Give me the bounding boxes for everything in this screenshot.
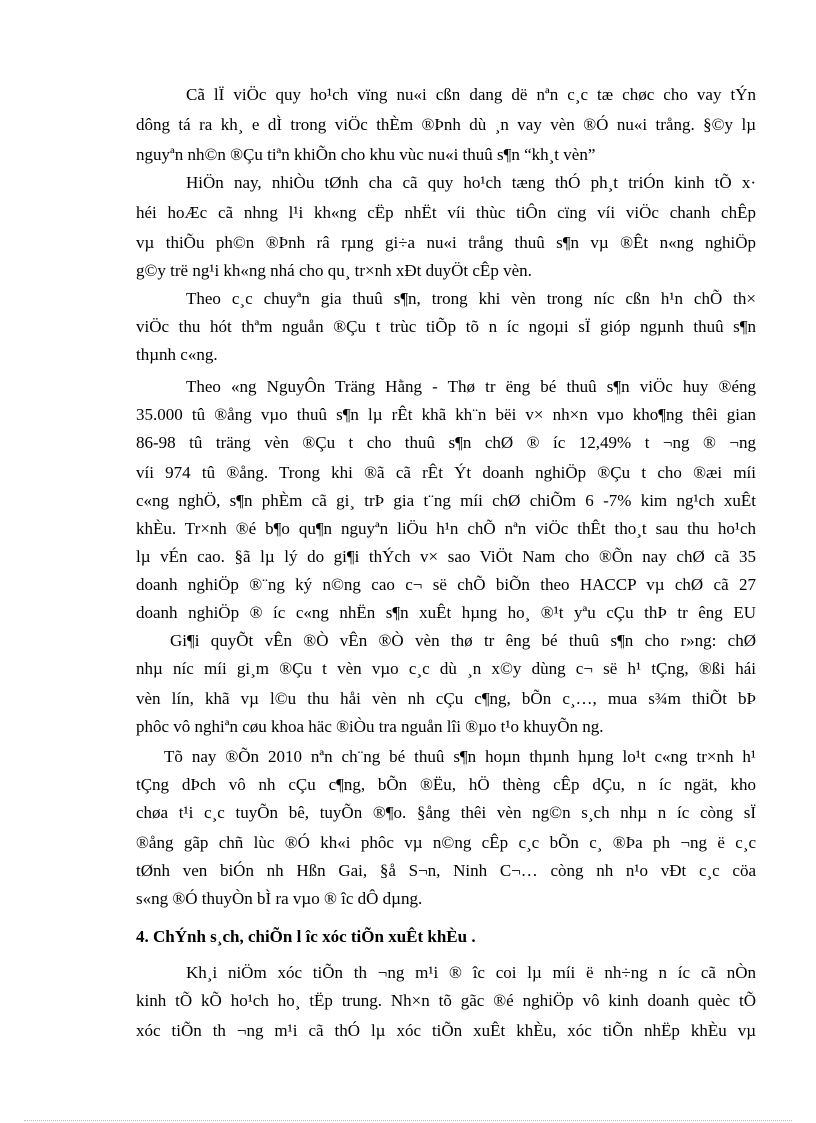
text-line: Tõ nay ®Õn 2010 nªn ch¨ng bé thuû s¶n hoµn thµnh hµng lo¹t c«ng tr×nh h¹	[164, 747, 756, 766]
text-line: tØnh ven biÓn nh Hßn Gai, §å S¬n, Ninh C¬… còng nh n¹o vÐt c¸c cöa	[136, 861, 756, 880]
text-line: doanh nghiÖp ® íc c«ng nhËn s¶n xuÊt hµng ho¸ ®¹t yªu cÇu thÞ tr êng EU	[136, 603, 756, 622]
text-line: 35.000 tû ®ång vµo thuû s¶n lµ rÊt khã kh¨n bëi v× nh×n vµo kho¶ng thêi gian	[136, 405, 756, 424]
text-line: nhµ níc míi gi¸m ®Çu t vèn vµo c¸c dù ¸n x©y dùng c¬ së h¹ tÇng, ®ßi hái	[136, 659, 756, 678]
text-line: viÖc thu hót thªm nguån ®Çu t trùc tiÕp tõ n íc ngoµi sÏ gióp ngµnh thuû s¶n	[136, 317, 756, 336]
text-line: kinh tÕ kÕ ho¹ch ho¸ tËp trung. Nh×n tõ gãc ®é nghiÖp vô kinh doanh quèc tÕ	[136, 991, 756, 1010]
text-line: héi hoÆc cã nhng l¹i kh«ng cËp nhËt víi thùc tiÔn cïng víi viÖc chanh chÊp	[136, 203, 756, 222]
text-line: dông tá ra kh¸ e dÌ trong viÖc thÈm ®Þnh dù ¸n vay vèn ®Ó nu«i trång. §©y lµ	[136, 115, 756, 134]
text-line: Theo «ng NguyÔn Träng Hằng - Thø tr ëng bé thuû s¶n viÖc huy ®éng	[186, 377, 756, 396]
text-line: lµ vÉn cao. §ã lµ lý do gi¶i thÝch v× sao ViÖt Nam cho ®Õn nay chØ cã 35	[136, 547, 756, 566]
text-line: Gi¶i quyÕt vÊn ®Ò vÊn ®Ò vèn thø tr êng bé thuû s¶n cho r»ng: chØ	[170, 631, 756, 650]
text-line: chøa t¹i c¸c tuyÕn bê, tuyÕn ®¶o. §ång thêi vèn ng©n s¸ch nhµ n íc còng sÏ	[136, 803, 756, 822]
text-line: Theo c¸c chuyªn gia thuû s¶n, trong khi vèn trong níc cßn h¹n chÕ th×	[186, 289, 756, 308]
text-line: tÇng dÞch vô nh cÇu c¶ng, bÕn ®Ëu, hÖ thèng cÊp dÇu, n íc ngät, kho	[136, 775, 756, 794]
text-line: s«ng ®Ó thuyÒn bÌ ra vµo ® îc dÔ dµng.	[136, 889, 423, 908]
text-line: xóc tiÕn th ¬ng m¹i cã thÓ lµ xóc tiÕn xuÊt khÈu, xóc tiÕn nhËp khÈu vµ	[136, 1021, 756, 1040]
text-line: vµ thiÕu ph©n ®Þnh râ rµng gi÷a nu«i trång thuû s¶n vµ ®Êt n«ng nghiÖp	[136, 233, 756, 252]
page-bottom-divider	[24, 1120, 792, 1121]
text-line: 86-98 tû träng vèn ®Çu t cho thuû s¶n chØ ® íc 12,49% t ¬ng ® ¬ng	[136, 433, 756, 452]
section-heading: 4. ChÝnh s¸ch, chiÕn l îc xóc tiÕn xuÊt khÈu .	[136, 927, 476, 946]
text-line: doanh nghiÖp ®¨ng ký n©ng cao c¬ së chÕ biÕn theo HACCP vµ chØ cã 27	[136, 575, 756, 594]
text-line: vèn lín, khã vµ l©u thu håi vèn nh cÇu c¶ng, bÕn c¸…, mua s¾m thiÕt bÞ	[136, 689, 756, 708]
text-line: ®ång gãp chñ lùc ®Ó kh«i phôc vµ n©ng cÊp c¸c bÕn c¸ ®Þa ph ¬ng ë c¸c	[136, 833, 756, 852]
text-line: c«ng nghÖ, s¶n phÈm cã gi¸ trÞ gia t¨ng míi chØ chiÕm 6 -7% kim ng¹ch xuÊt	[136, 491, 756, 510]
text-line: khÈu. Tr×nh ®é b¶o qu¶n nguyªn liÖu h¹n chÕ nªn viÖc thÊt tho¸t sau thu ho¹ch	[136, 519, 756, 538]
text-line: Kh¸i niÖm xóc tiÕn th ¬ng m¹i ® îc coi lµ míi ë nh÷ng n íc cã nÒn	[186, 963, 756, 982]
text-line: víi 974 tû ®ång. Trong khi ®ã cã rÊt Ýt doanh nghiÖp ®Çu t cho ®æi míi	[136, 463, 756, 482]
text-line: HiÖn nay, nhiÒu tØnh cha cã quy ho¹ch tæng thÓ ph¸t triÓn kinh tÕ x·	[186, 173, 756, 192]
text-line: g©y trë ng¹i kh«ng nhá cho qu¸ tr×nh xÐt duyÖt cÊp vèn.	[136, 261, 532, 280]
text-line: nguyªn nh©n ®Çu tiªn khiÕn cho khu vùc nu«i thuû s¶n “kh¸t vèn”	[136, 145, 596, 164]
text-line: thµnh c«ng.	[136, 345, 218, 364]
text-line: Cã lÏ viÖc quy ho¹ch vïng nu«i cßn dang dë nªn c¸c tæ chøc cho vay tÝn	[186, 85, 756, 104]
text-line: phôc vô nghiªn cøu khoa häc ®iÒu tra nguån lîi ®µo t¹o khuyÕn ng.	[136, 717, 604, 736]
